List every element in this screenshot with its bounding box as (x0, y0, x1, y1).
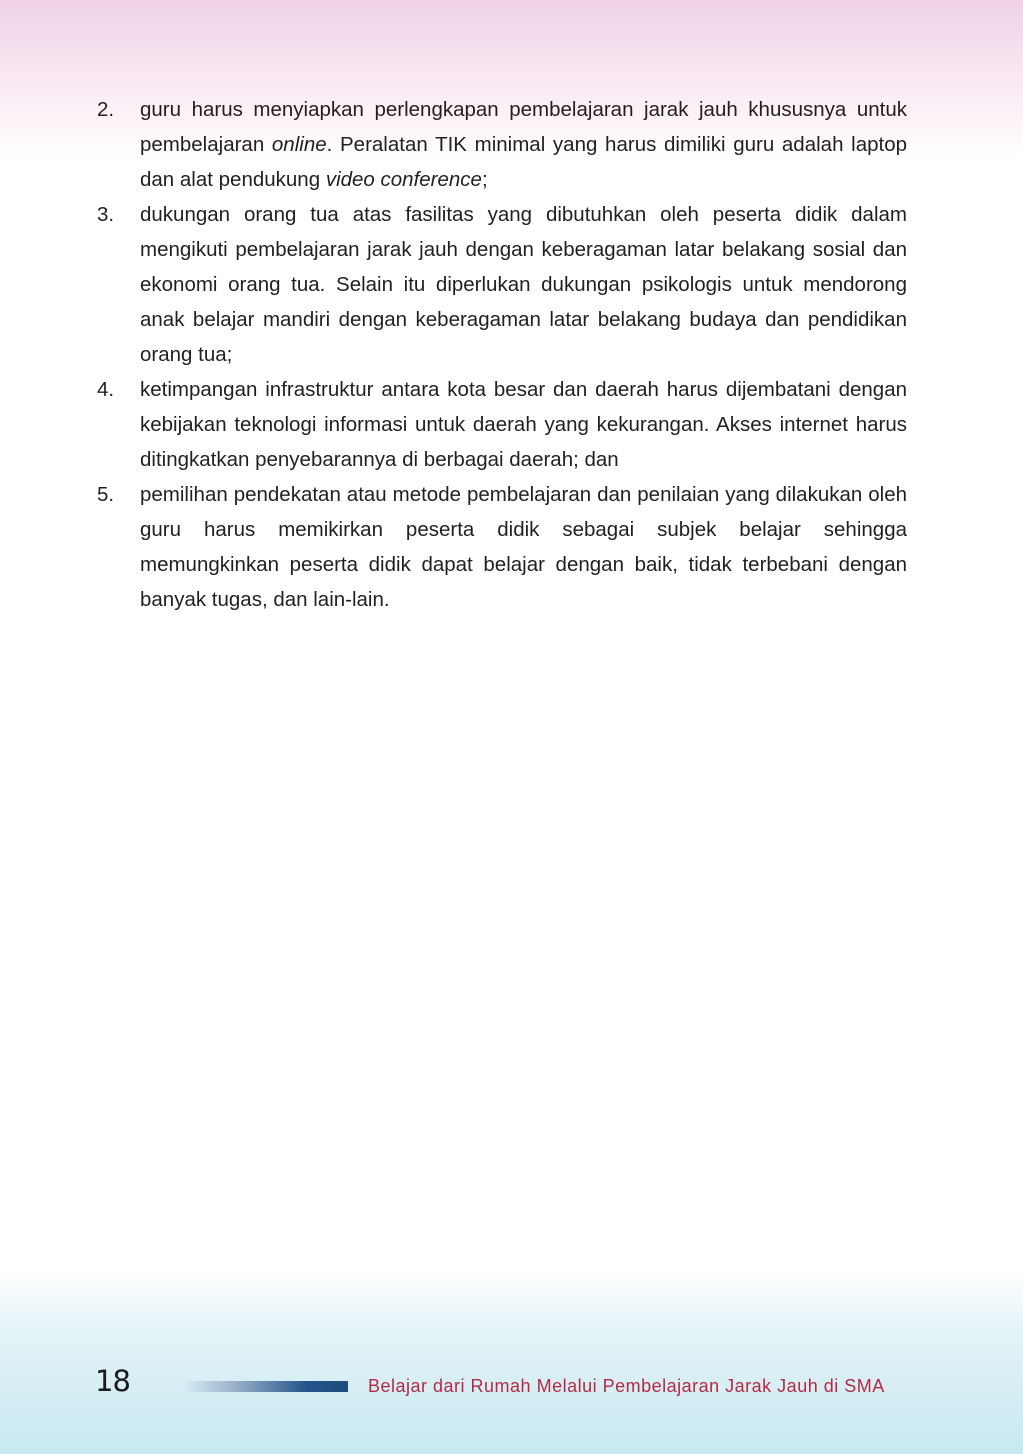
list-item-text: dukungan orang tua atas fasilitas yang dibutuhkan oleh peserta didik dalam mengikuti pembelajaran jarak jauh dengan keberagaman latar belakang sosial dan ekonomi orang tua. Selain itu diperlukan dukungan psikologis untuk mendorong anak belajar mandiri dengan keberagaman latar belakang budaya dan pendidikan orang tua; (140, 203, 907, 366)
list-item-number: 2. (97, 98, 115, 121)
page-number: 18 (95, 1364, 130, 1398)
page-content (97, 92, 907, 617)
footer-decorative-bar (183, 1381, 348, 1392)
list-item-number: 5. (97, 483, 115, 506)
list-item (97, 477, 907, 617)
list-item (97, 197, 907, 372)
italic-term: online (271, 133, 327, 156)
list-item-number: 4. (97, 378, 115, 401)
list-item (97, 372, 907, 477)
list-item-text: guru harus menyiapkan perlengkapan pembelajaran jarak jauh khususnya untuk pembelajaran online. Peralatan TIK minimal yang harus dimiliki guru adalah laptop dan alat pendukung video conference; (140, 98, 907, 191)
list-item-text: pemilihan pendekatan atau metode pembelajaran dan penilaian yang dilakukan oleh guru harus memikirkan peserta didik sebagai subjek belajar sehingga memungkinkan peserta didik dapat belajar dengan baik, tidak terbebani dengan banyak tugas, dan lain-lain. (140, 483, 907, 611)
list-item (97, 92, 907, 197)
italic-term: video conference (325, 168, 482, 191)
book-title: Belajar dari Rumah Melalui Pembelajaran Jarak Jauh di SMA (368, 1376, 885, 1396)
list-item-text: ketimpangan infrastruktur antara kota besar dan daerah harus dijembatani dengan kebijakan teknologi informasi untuk daerah yang kekurangan. Akses internet harus ditingkatkan penyebarannya di berbagai daerah; dan (140, 378, 907, 471)
numbered-list (97, 92, 907, 617)
bottom-decorative-band (0, 1270, 1023, 1454)
list-item-number: 3. (97, 203, 115, 226)
